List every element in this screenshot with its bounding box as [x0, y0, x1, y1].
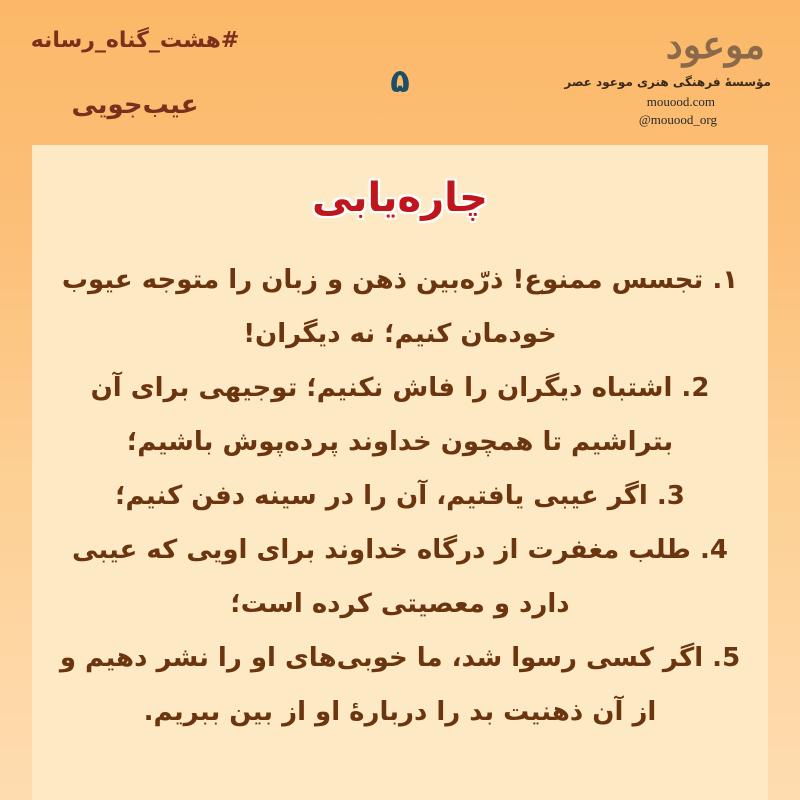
list-item: ۱. تجسس ممنوع! ذرّه‌بین ذهن و زبان را متوجه عیوب خودمان کنیم؛ نه دیگران! [61, 265, 739, 349]
logo-organization: مؤسسهٔ فرهنگی هنری موعود عصر [564, 75, 771, 89]
card-title: چاره‌یابی [311, 175, 488, 221]
mouood-logo [515, 20, 785, 140]
logo-wordmark: موعود [665, 22, 765, 67]
topic-title: عیب‌جویی [71, 90, 199, 120]
list-item: 4. طلب مغفرت از درگاه خداوند برای اویی که عیبی دارد و معصیتی کرده است؛ [72, 535, 728, 619]
page-number: ۵ [390, 62, 410, 100]
hashtag-label: #هشت_گناه_رسانه [30, 28, 240, 53]
solutions-list [44, 253, 756, 739]
content-card [32, 145, 768, 800]
logo-website: mouood.com [646, 94, 715, 109]
list-item: 5. اگر کسی رسوا شد، ما خوبی‌های او را نشر دهیم و از آن ذهنیت بد را دربارهٔ او از بین ببریم. [59, 643, 741, 727]
logo-handle: @mouood_org [638, 112, 717, 127]
list-item: 2. اشتباه دیگران را فاش نکنیم؛ توجیهی برای آن بتراشیم تا همچون خداوند پرده‌پوش باشیم؛ [90, 373, 710, 457]
list-item: 3. اگر عیبی یافتیم، آن را در سینه دفن کنیم؛ [115, 481, 685, 511]
header [0, 0, 800, 145]
